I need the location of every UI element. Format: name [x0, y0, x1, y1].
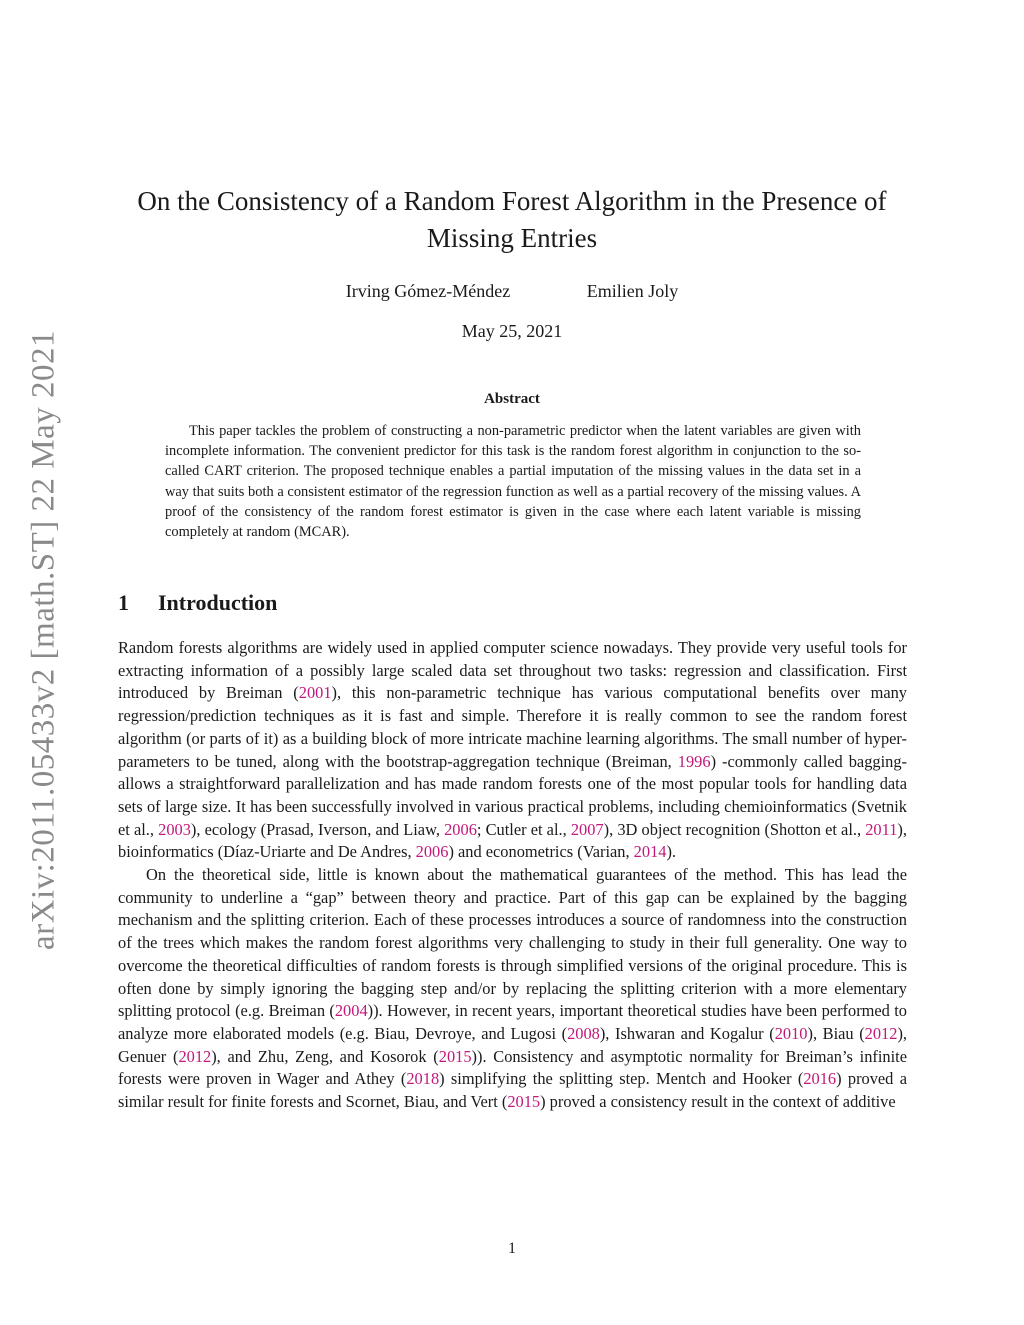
section-number: 1	[118, 590, 129, 615]
abstract-heading: Abstract	[484, 391, 540, 407]
paragraph	[118, 637, 907, 864]
citation-link[interactable]: 2003	[158, 819, 191, 839]
citation-link[interactable]: 2004	[334, 1001, 368, 1021]
paper-date: May 25, 2021	[461, 321, 563, 341]
text-run: ) proved a consistency result in the context of additive	[540, 1092, 896, 1112]
citation-link[interactable]: 2006	[444, 819, 477, 839]
text-run: )). Consistency and asymptotic normality for Breiman’s infinite forests were proven in Wager and Athey (	[118, 1046, 907, 1089]
citation-link[interactable]: 2010	[774, 1023, 808, 1043]
citation-link[interactable]: 2012	[178, 1046, 212, 1066]
text-run: ; Cutler et al.,	[476, 819, 571, 839]
citation-link[interactable]: 2015	[507, 1092, 541, 1112]
page-number: 1	[508, 1240, 516, 1257]
arxiv-identifier-stamp: arXiv:2011.05433v2 [math.ST] 22 May 2021	[25, 329, 62, 951]
citation-link[interactable]: 1996	[677, 751, 711, 771]
paragraph	[118, 864, 907, 1114]
text-run: ).	[666, 842, 677, 862]
section-heading	[118, 590, 277, 616]
citation-link[interactable]: 2007	[570, 819, 604, 839]
text-run: ), Genuer (	[118, 1023, 907, 1066]
citation-link[interactable]: 2012	[864, 1023, 898, 1043]
author-list	[0, 281, 1024, 302]
text-run: )). However, in recent years, important theoretical studies have been performed to analyze more elaborated models (e.g. Biau, Devroye, and Lugosi (	[118, 1001, 907, 1043]
citation-link[interactable]: 2015	[438, 1046, 472, 1066]
citation-link[interactable]: 2006	[415, 842, 449, 862]
text-run: ) -commonly called bagging- allows a straightforward parallelization and has made random forests one of the most popular tools for handling data sets of large size. It has been successfully involved in various practical problems, including chemioinformatics (Svetnik et al.,	[118, 751, 907, 839]
text-run: ), this non-parametric technique has various computational benefits over many regression/prediction techniques as it is fast and simple. Therefore it is really common to see the random forest algorithm (or parts of it) as a building block of more intricate machine learning algorithms. The small number of hyper-parameters to be tuned, along with the bootstrap-aggregation technique (Breiman,	[118, 683, 907, 771]
section-title: Introduction	[158, 590, 278, 615]
text-run: ) and econometrics (Varian,	[448, 842, 634, 862]
citation-link[interactable]: 2014	[633, 842, 667, 862]
citation-link[interactable]: 2008	[567, 1023, 600, 1043]
text-run: ) simplifying the splitting step. Mentch and Hooker (	[439, 1069, 804, 1089]
author-name: Emilien Joly	[586, 281, 679, 301]
author-name: Irving Gómez-Méndez	[345, 281, 511, 301]
introduction-body	[118, 637, 907, 1114]
text-run: Random forests algorithms are widely used in applied computer science nowadays. They provide very useful tools for extracting information of a possibly large scaled data set throughout two tasks: regression and classification. First introduced by Breiman (	[118, 638, 907, 703]
citation-link[interactable]: 2016	[803, 1069, 837, 1089]
citation-link[interactable]: 2001	[298, 683, 332, 703]
citation-link[interactable]: 2011	[865, 819, 898, 839]
text-run: ), ecology (Prasad, Iverson, and Liaw,	[190, 819, 445, 839]
text-run: ), Ishwaran and Kogalur (	[599, 1023, 775, 1043]
text-run: ), and Zhu, Zeng, and Kosorok (	[211, 1046, 439, 1066]
text-run: On the theoretical side, little is known about the mathematical guarantees of the method. This has lead the community to underline a “gap” between theory and practice. Part of this gap can be explained by the bagging mechanism and the splitting criterion. Each of these processes introduces a source of randomness into the construction of the trees which makes the random forest algorithms very challenging to study in their full generality. One way to overcome the theoretical difficulties of random forests is through simplified versions of the original procedure. This is often done by simply ignoring the bagging step and/or by replacing the splitting criterion with a more elementary splitting protocol (e.g. Breiman (	[118, 865, 907, 1021]
text-run: ), Biau (	[807, 1023, 865, 1043]
text-run: ), bioinformatics (Díaz-Uriarte and De Andres,	[118, 819, 907, 862]
text-run: ), 3D object recognition (Shotton et al.,	[603, 819, 866, 839]
paper-title: On the Consistency of a Random Forest Algorithm in the Presence of Missing Entries	[137, 186, 887, 253]
text-run: ) proved a similar result for finite forests and Scornet, Biau, and Vert (	[118, 1069, 907, 1112]
citation-link[interactable]: 2018	[406, 1069, 440, 1089]
abstract-text: This paper tackles the problem of constructing a non-parametric predictor when the latent variables are given with incomplete information. The convenient predictor for this task is the random forest algorithm in conjunction to the so-called CART criterion. The proposed technique enables a partial imputation of the missing values in the data set in a way that suits both a consistent estimator of the regression function as well as a partial recovery of the missing values. A proof of the consistency of the random forest estimator is given in the case where each latent variable is missing completely at random (MCAR).	[165, 423, 861, 541]
